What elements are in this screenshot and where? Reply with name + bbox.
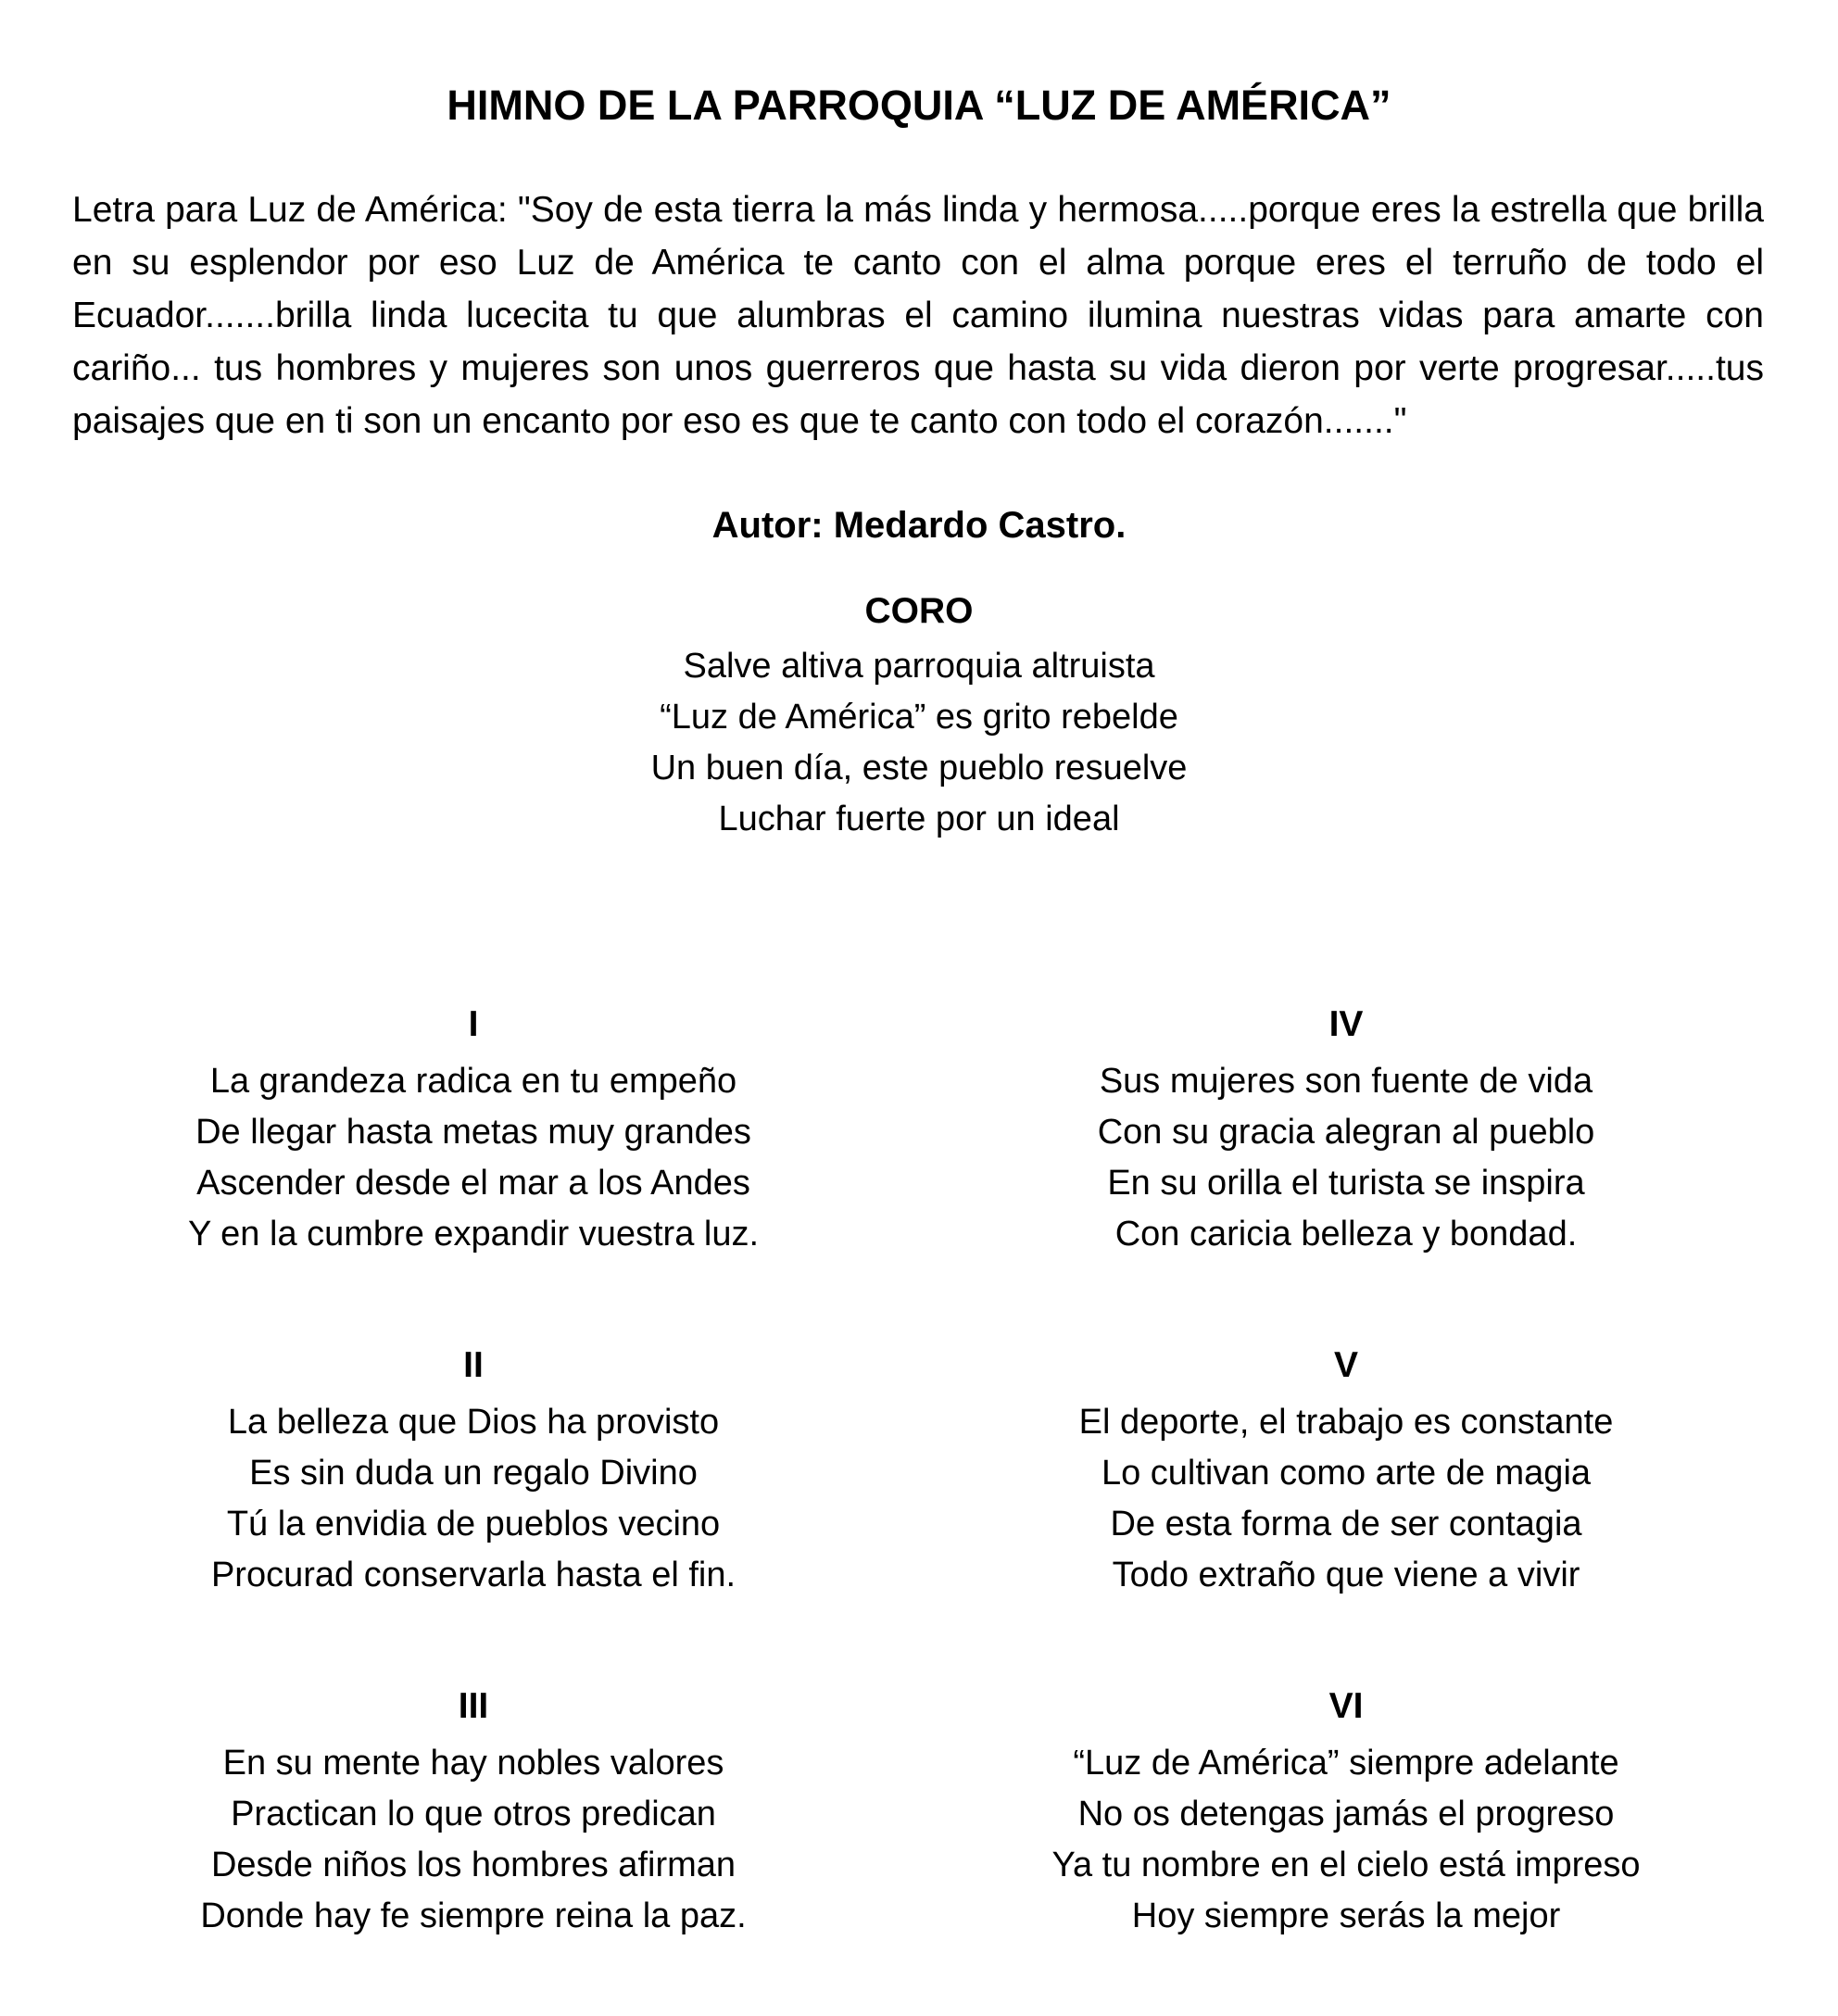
stanza-2-line-4: Procurad conservarla hasta el fin. <box>210 1556 736 1594</box>
stanza-4 <box>910 1004 1782 1260</box>
coro-line-2: “Luz de América” es grito rebelde <box>660 698 1178 737</box>
coro-line-1: Salve altiva parroquia altruista <box>683 647 1155 686</box>
stanza-3-line-4: Donde hay fe siempre reina la paz. <box>200 1896 747 1935</box>
coro-line-3: Un buen día, este pueblo resuelve <box>650 749 1188 788</box>
stanza-4-line-4: Con caricia belleza y bondad. <box>1114 1215 1578 1254</box>
stanza-6 <box>910 1686 1782 1942</box>
stanza-grid <box>0 1004 1838 2016</box>
stanza-5-line-2: Lo cultivan como arte de magia <box>1101 1454 1592 1493</box>
stanza-3-line-2: Practican lo que otros predican <box>231 1795 716 1833</box>
stanza-3 <box>37 1686 910 1942</box>
stanza-2-number: II <box>463 1345 484 1385</box>
stanza-4-number: IV <box>1328 1004 1364 1044</box>
stanza-5-line-1: El deporte, el trabajo es constante <box>1078 1403 1614 1442</box>
stanza-1-line-4: Y en la cumbre expandir vuestra luz. <box>187 1215 760 1254</box>
stanza-1-line-3: Ascender desde el mar a los Andes <box>196 1164 750 1203</box>
stanza-2-line-2: Es sin duda un regalo Divino <box>249 1454 698 1493</box>
stanza-6-number: VI <box>1328 1686 1364 1726</box>
coro-heading: CORO <box>864 591 974 631</box>
stanza-3-number: III <box>458 1686 489 1726</box>
coro-section <box>0 591 1838 845</box>
stanza-4-line-3: En su orilla el turista se inspira <box>1107 1164 1585 1203</box>
stanza-1-number: I <box>468 1004 479 1044</box>
stanza-4-line-2: Con su gracia alegran al pueblo <box>1097 1113 1595 1152</box>
page-title: HIMNO DE LA PARROQUIA “LUZ DE AMÉRICA” <box>447 82 1391 129</box>
stanza-1 <box>37 1004 910 1260</box>
stanza-4-line-1: Sus mujeres son fuente de vida <box>1099 1062 1593 1101</box>
stanza-1-line-2: De llegar hasta metas muy grandes <box>195 1113 751 1152</box>
stanza-2-line-1: La belleza que Dios ha provisto <box>227 1403 720 1442</box>
stanza-5-line-4: Todo extraño que viene a vivir <box>1112 1556 1580 1594</box>
stanza-3-line-1: En su mente hay nobles valores <box>222 1744 724 1783</box>
stanza-1-line-1: La grandeza radica en tu empeño <box>209 1062 737 1101</box>
stanza-5 <box>910 1345 1782 1601</box>
stanza-3-line-3: Desde niños los hombres afirman <box>210 1846 736 1884</box>
stanza-6-line-3: Ya tu nombre en el cielo está impreso <box>1051 1846 1641 1884</box>
stanza-6-line-4: Hoy siempre serás la mejor <box>1131 1896 1561 1935</box>
stanza-5-line-3: De esta forma de ser contagia <box>1110 1505 1582 1544</box>
stanza-6-line-1: “Luz de América” siempre adelante <box>1073 1744 1619 1783</box>
stanza-6-line-2: No os detengas jamás el progreso <box>1077 1795 1615 1833</box>
coro-line-4: Luchar fuerte por un ideal <box>718 800 1120 838</box>
stanza-5-number: V <box>1333 1345 1358 1385</box>
stanza-2 <box>37 1345 910 1601</box>
stanza-2-line-3: Tú la envidia de pueblos vecino <box>226 1505 721 1544</box>
author-line: Autor: Medardo Castro. <box>711 505 1127 546</box>
intro-paragraph: Letra para Luz de América: "Soy de esta tierra la más linda y hermosa.....porque eres la estrella que brilla en su esplendor por eso Luz de América te canto con el alma porque eres el terruño de todo el Ecuador.......brilla linda lucecita tu que alumbras el camino ilumina nuestras vidas para amarte con cariño... tus hombres y mujeres son unos guerreros que hasta su vida dieron por verte progresar.....tus paisajes que en ti son un encanto por eso es que te canto con todo el corazón......." <box>72 190 1764 441</box>
